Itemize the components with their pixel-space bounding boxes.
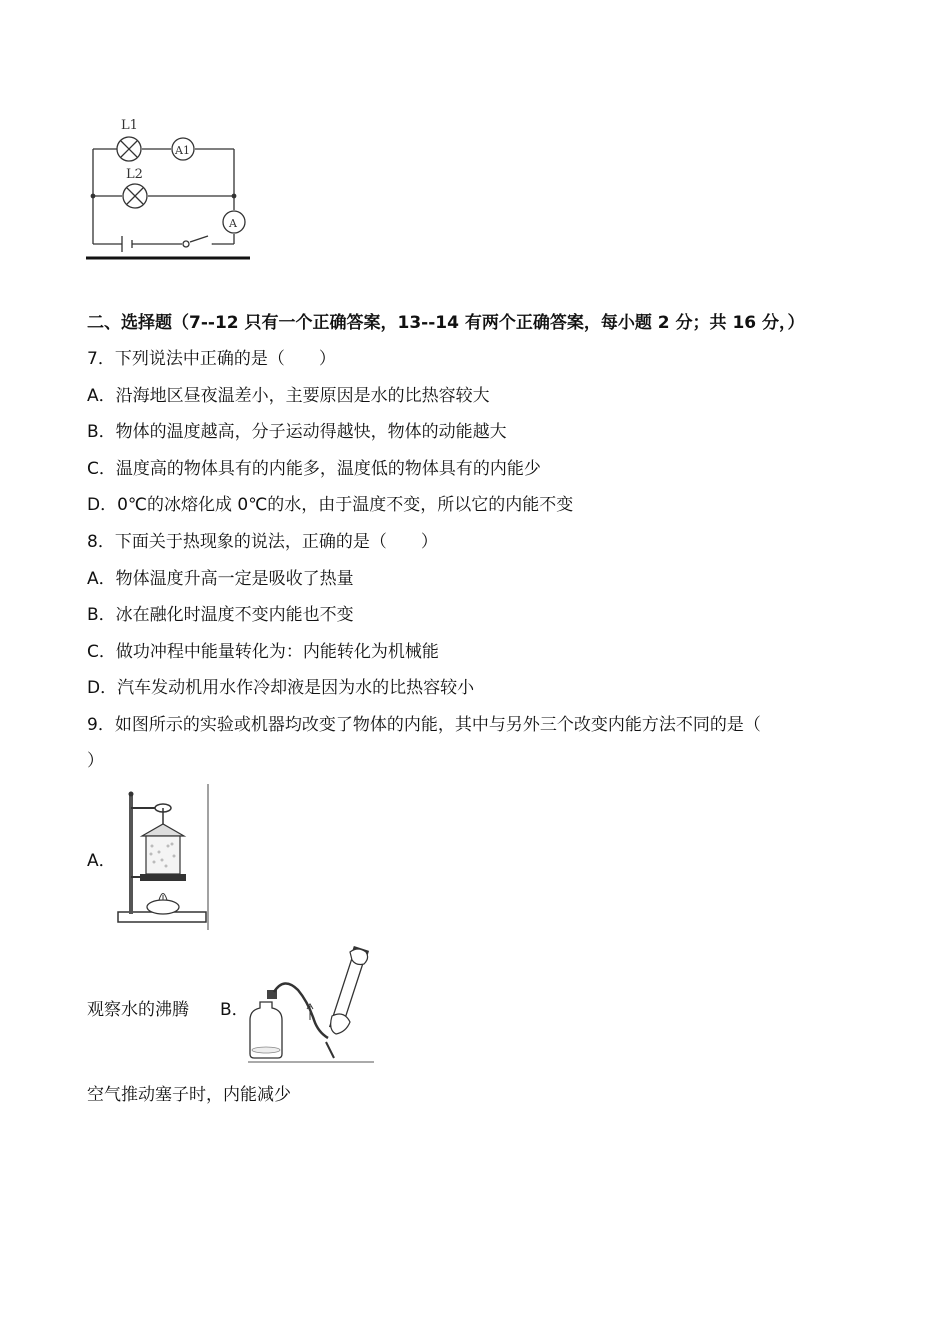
label-l2: L2 [126,167,143,182]
question-8-option-c: C．做功冲程中能量转化为：内能转化为机械能 [87,642,439,662]
air-pump-bottle-image [246,946,376,1064]
question-7-option-b: B．物体的温度越高，分子运动得越快，物体的动能越大 [87,422,507,442]
question-9-stem: 9．如图所示的实验或机器均改变了物体的内能，其中与另外三个改变内能方法不同的是（ [87,715,761,735]
question-7-stem: 7．下列说法中正确的是（ ） [87,349,336,369]
question-7-option-d: D．0℃的冰熔化成 0℃的水，由于温度不变，所以它的内能不变 [87,495,574,515]
question-8-option-a: A．物体温度升高一定是吸收了热量 [87,569,354,589]
circuit-diagram [84,112,254,264]
question-9-option-b-label: B． [220,1000,249,1020]
question-9-option-a-label: A． [87,851,116,871]
question-8-option-b: B．冰在融化时温度不变内能也不变 [87,605,354,625]
question-9-option-a-caption: 观察水的沸腾 [87,1000,189,1020]
question-7-option-c: C．温度高的物体具有的内能多，温度低的物体具有的内能少 [87,459,541,479]
label-a1: A1 [175,144,190,157]
question-7-option-a: A．沿海地区昼夜温差小，主要原因是水的比热容较大 [87,386,490,406]
label-l1: L1 [121,118,138,133]
question-8-option-d: D．汽车发动机用水作冷却液是因为水的比热容较小 [87,678,475,698]
question-9-option-b-caption: 空气推动塞子时，内能减少 [87,1085,291,1105]
boiling-water-apparatus-image [112,784,212,932]
section-title: 二、选择题（7--12 只有一个正确答案，13--14 有两个正确答案，每小题 2 分；共 16 分，） [87,313,805,333]
label-a: A [229,217,237,230]
question-8-stem: 8．下面关于热现象的说法，正确的是（ ） [87,532,438,552]
question-9-stem-close: ） [87,751,104,771]
